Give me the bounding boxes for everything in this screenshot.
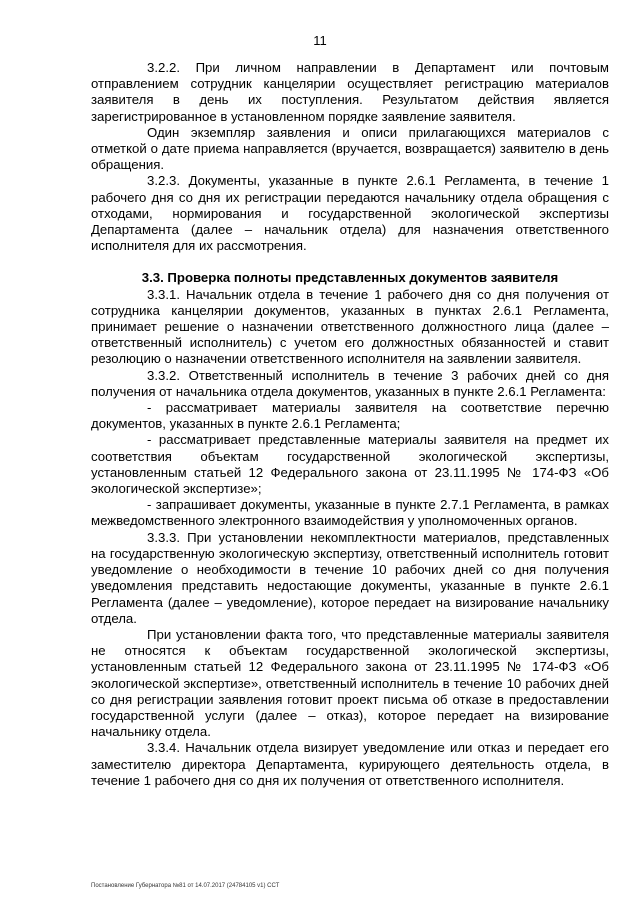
paragraph: 3.3.3. При установлении некомплектности материалов, представленных на государственную экологическую экспертизу, ответственный исполнитель готовит уведомление о необходимости в течение 10 рабочих дней со дня получения уведомления представить недостающие документы, указанные в пункте 2.6.1 Регламента (далее – уведомление), которое передает на визирование начальнику отдела. (91, 529, 609, 626)
paragraph: 3.3.4. Начальник отдела визирует уведомление или отказ и передает его заместителю директора Департамента, курирующего деятельность отдела, в течение 1 рабочего дня со дня их получения от ответственного исполнителя. (91, 740, 609, 788)
paragraph: 3.2.3. Документы, указанные в пункте 2.6.1 Регламента, в течение 1 рабочего дня со дня их регистрации передаются начальнику отдела обращения с отходами, нормирования и государственной экологической экспертизы Департамента (далее – начальник отдела) для назначения ответственного исполнителя для их рассмотрения. (91, 173, 609, 254)
page-number: 11 (313, 33, 327, 48)
paragraph: При установлении факта того, что представленные материалы заявителя не относятся к объектам государственной экологической экспертизы, установленным статьей 12 Федерального закона от 23.11.1995 № 174-ФЗ «Об экологической экспертизе», ответственный исполнитель в течение 10 рабочих дней со дня регистрации заявления готовит проект письма об отказе в предоставлении государственной услуги (далее – отказ), которое передает на визирование начальнику отдела. (91, 626, 609, 740)
list-item: - рассматривает материалы заявителя на соответствие перечню документов, указанных в пункте 2.6.1 Регламента; (91, 400, 609, 432)
paragraph: 3.3.2. Ответственный исполнитель в течение 3 рабочих дней со дня получения от начальника отдела документов, указанных в пункте 2.6.1 Регламента: (91, 367, 609, 399)
section-heading: 3.3. Проверка полноты представленных документов заявителя (141, 270, 559, 286)
list-item: - рассматривает представленные материалы заявителя на предмет их соответствия объектам государственной экологической экспертизы, установленным статьей 12 Федерального закона от 23.11.1995 № 174-ФЗ «Об экологической экспертизе»; (91, 432, 609, 497)
paragraph: 3.2.2. При личном направлении в Департамент или почтовым отправлением сотрудник канцелярии осуществляет регистрацию материалов заявителя в день их поступления. Результатом действия является зарегистрированное в установленном порядке заявление заявителя. (91, 60, 609, 124)
paragraph: 3.3.1. Начальник отдела в течение 1 рабочего дня со дня получения от сотрудника канцелярии документов, указанных в пунктах 2.6.1 Регламента, принимает решение о назначении ответственного должностного лица (далее – ответственный исполнитель) с учетом его должностных обязанностей и ставит резолюцию о назначении ответственного исполнителя на заявлении заявителя. (91, 286, 609, 367)
document-body (91, 60, 609, 789)
list-item: - запрашивает документы, указанные в пункте 2.7.1 Регламента, в рамках межведомственного электронного взаимодействия у уполномоченных органов. (91, 497, 609, 529)
document-footer: Постановление Губернатора №81 от 14.07.2017 (24784105 v1) ССТ (91, 883, 280, 889)
paragraph: Один экземпляр заявления и описи прилагающихся материалов с отметкой о дате приема направляется (вручается, возвращается) заявителю в день обращения. (91, 124, 609, 173)
